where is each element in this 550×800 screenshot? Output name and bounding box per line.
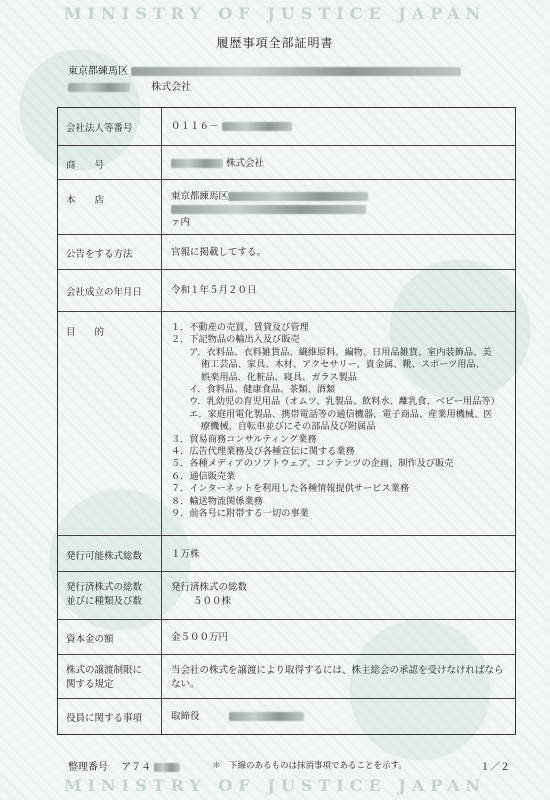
value-public-notice: 官報に掲載してする。 — [171, 247, 267, 258]
purpose-item: ３．貿易商務コンサルティング業務 — [171, 433, 317, 445]
row-head-office — [58, 180, 515, 235]
label-transfer-restriction — [66, 664, 156, 692]
purpose-item: ウ．乳幼児の育児用品（オムツ、乳製品、飲料水、離乳食、ベビー用品等） — [189, 396, 500, 408]
row-public-notice — [58, 235, 515, 270]
value-established: 令和１年５月２０日 — [171, 285, 257, 296]
head-office-prefix: 東京都練馬区 — [171, 191, 229, 202]
purpose-item: ６．通信販売業 — [171, 470, 236, 482]
label-corp-number: 会社法人等番号 — [66, 123, 133, 134]
purpose-item: 療機械、自転車並びにその部品及び附属品 — [201, 421, 376, 433]
footer-page: １／２ — [480, 762, 510, 773]
row-purpose — [58, 312, 515, 536]
registry-table — [57, 107, 516, 735]
footer-reference — [68, 758, 180, 773]
purpose-item: エ．家庭用電化製品、携帯電話等の通信機器、電子商品、産業用機械、医 — [189, 408, 493, 420]
watermark-bottom: MINISTRY OF JUSTICE JAPAN — [63, 776, 487, 795]
row-authorized-shares — [58, 536, 515, 572]
row-transfer-restriction — [58, 655, 515, 699]
column-divider — [161, 620, 162, 654]
column-divider — [161, 655, 162, 698]
purpose-item: 術工芸品、家具、木材、アクセサリー、貴金属、靴、スポーツ用品、 — [201, 359, 485, 371]
column-divider — [161, 235, 162, 269]
label-public-notice: 公告をする方法 — [66, 249, 133, 260]
row-capital — [58, 620, 515, 655]
label-trade-name: 商 号 — [66, 160, 105, 171]
label-capital: 資本金の額 — [66, 634, 114, 645]
redacted-reference — [154, 763, 180, 772]
column-divider — [161, 146, 162, 179]
purpose-item: １．不動産の売買、賃貸及び管理 — [171, 322, 309, 333]
value-issued-shares-2: ５００株 — [193, 596, 232, 607]
purpose-item: 娯楽用品、化粧品、寝具、ガラス製品 — [201, 371, 357, 383]
value-transfer-restriction: 当会社の株式を譲渡により取得するには、株主総会の承認を受けなければならない。 — [171, 665, 504, 690]
value-trade-name — [171, 157, 507, 170]
header-company-suffix: 株式会社 — [151, 82, 192, 93]
redacted-trade-name — [171, 159, 223, 168]
head-office-line3: ァ内 — [171, 217, 191, 228]
label-issued-shares-1: 発行済株式の総数 — [66, 582, 143, 593]
trade-name-suffix: 株式会社 — [226, 158, 265, 169]
footer-note: ＊ 下線のあるものは抹消事項であることを示す。 — [212, 761, 407, 771]
label-issued-shares-2: 並びに種類及び数 — [66, 596, 143, 607]
header-address — [68, 62, 461, 77]
purpose-item: ２．下記物品の輸出入及び販売 — [171, 334, 300, 346]
label-transfer-1: 株式の譲渡制限に — [66, 665, 143, 676]
redacted-company-name — [68, 83, 130, 92]
column-divider — [161, 572, 162, 619]
footer-reference-label: 整理番号 — [68, 762, 108, 773]
column-divider — [161, 699, 162, 734]
purpose-item: ９．前各号に附帯する一切の事業 — [171, 508, 309, 520]
watermark-top: MINISTRY OF JUSTICE JAPAN — [63, 4, 487, 23]
label-officers: 役員に関する事項 — [66, 713, 143, 724]
corp-number-prefix: ０１１６－ — [171, 121, 219, 132]
label-purpose: 目 的 — [66, 327, 105, 338]
header-address-prefix: 東京都練馬区 — [68, 66, 128, 77]
value-corp-number — [171, 120, 507, 133]
column-divider — [161, 108, 162, 145]
redacted-address — [131, 67, 461, 76]
footer-reference-prefix: ア７４ — [121, 762, 152, 773]
purpose-list — [171, 322, 507, 521]
label-authorized-shares: 発行可能株式総数 — [66, 551, 143, 562]
redacted-corp-number — [222, 122, 292, 131]
value-issued-shares-1: 発行済株式の総数 — [171, 582, 248, 593]
purpose-item: ７．インターネットを利用した各種情報提供サービス業務 — [171, 483, 410, 495]
value-capital: 金５００万円 — [171, 632, 229, 643]
column-divider — [161, 312, 162, 535]
column-divider — [161, 270, 162, 311]
page-title: 履歴事項全部証明書 — [216, 36, 334, 50]
header-company — [68, 78, 191, 93]
officers-prefix: 取締役 — [171, 711, 200, 722]
row-trade-name — [58, 146, 515, 180]
value-purpose — [171, 322, 507, 521]
label-issued-shares — [66, 581, 156, 609]
row-established — [58, 270, 515, 312]
redacted-officer-name — [229, 712, 304, 721]
purpose-item: ４．広告代理業務及び各種宣伝に関する業務 — [171, 446, 355, 458]
redacted-head-office-1 — [228, 192, 368, 201]
column-divider — [161, 180, 162, 234]
value-officers — [171, 710, 507, 723]
purpose-item: イ．食料品、健康食品、茶類、酒類 — [189, 384, 336, 396]
label-transfer-2: 関する規定 — [66, 679, 114, 690]
label-head-office: 本 店 — [66, 195, 105, 206]
value-issued-shares — [171, 581, 507, 609]
row-corp-number — [58, 108, 515, 146]
purpose-item: ８．輸送物流関係業務 — [171, 495, 263, 507]
row-issued-shares — [58, 572, 515, 620]
value-head-office — [171, 190, 507, 229]
column-divider — [161, 536, 162, 571]
purpose-item: ア．衣料品、衣料雑貨品、繊維原料、編物、日用品雑貨、室内装飾品、美 — [189, 346, 492, 358]
value-authorized-shares: １万株 — [171, 549, 200, 560]
redacted-head-office-2 — [171, 205, 366, 214]
label-established: 会社成立の年月日 — [66, 287, 143, 298]
purpose-item: ５．各種メディアのソフトウェア、コンテンツの企画、制作及び販売 — [171, 458, 454, 470]
row-officers — [58, 699, 515, 734]
